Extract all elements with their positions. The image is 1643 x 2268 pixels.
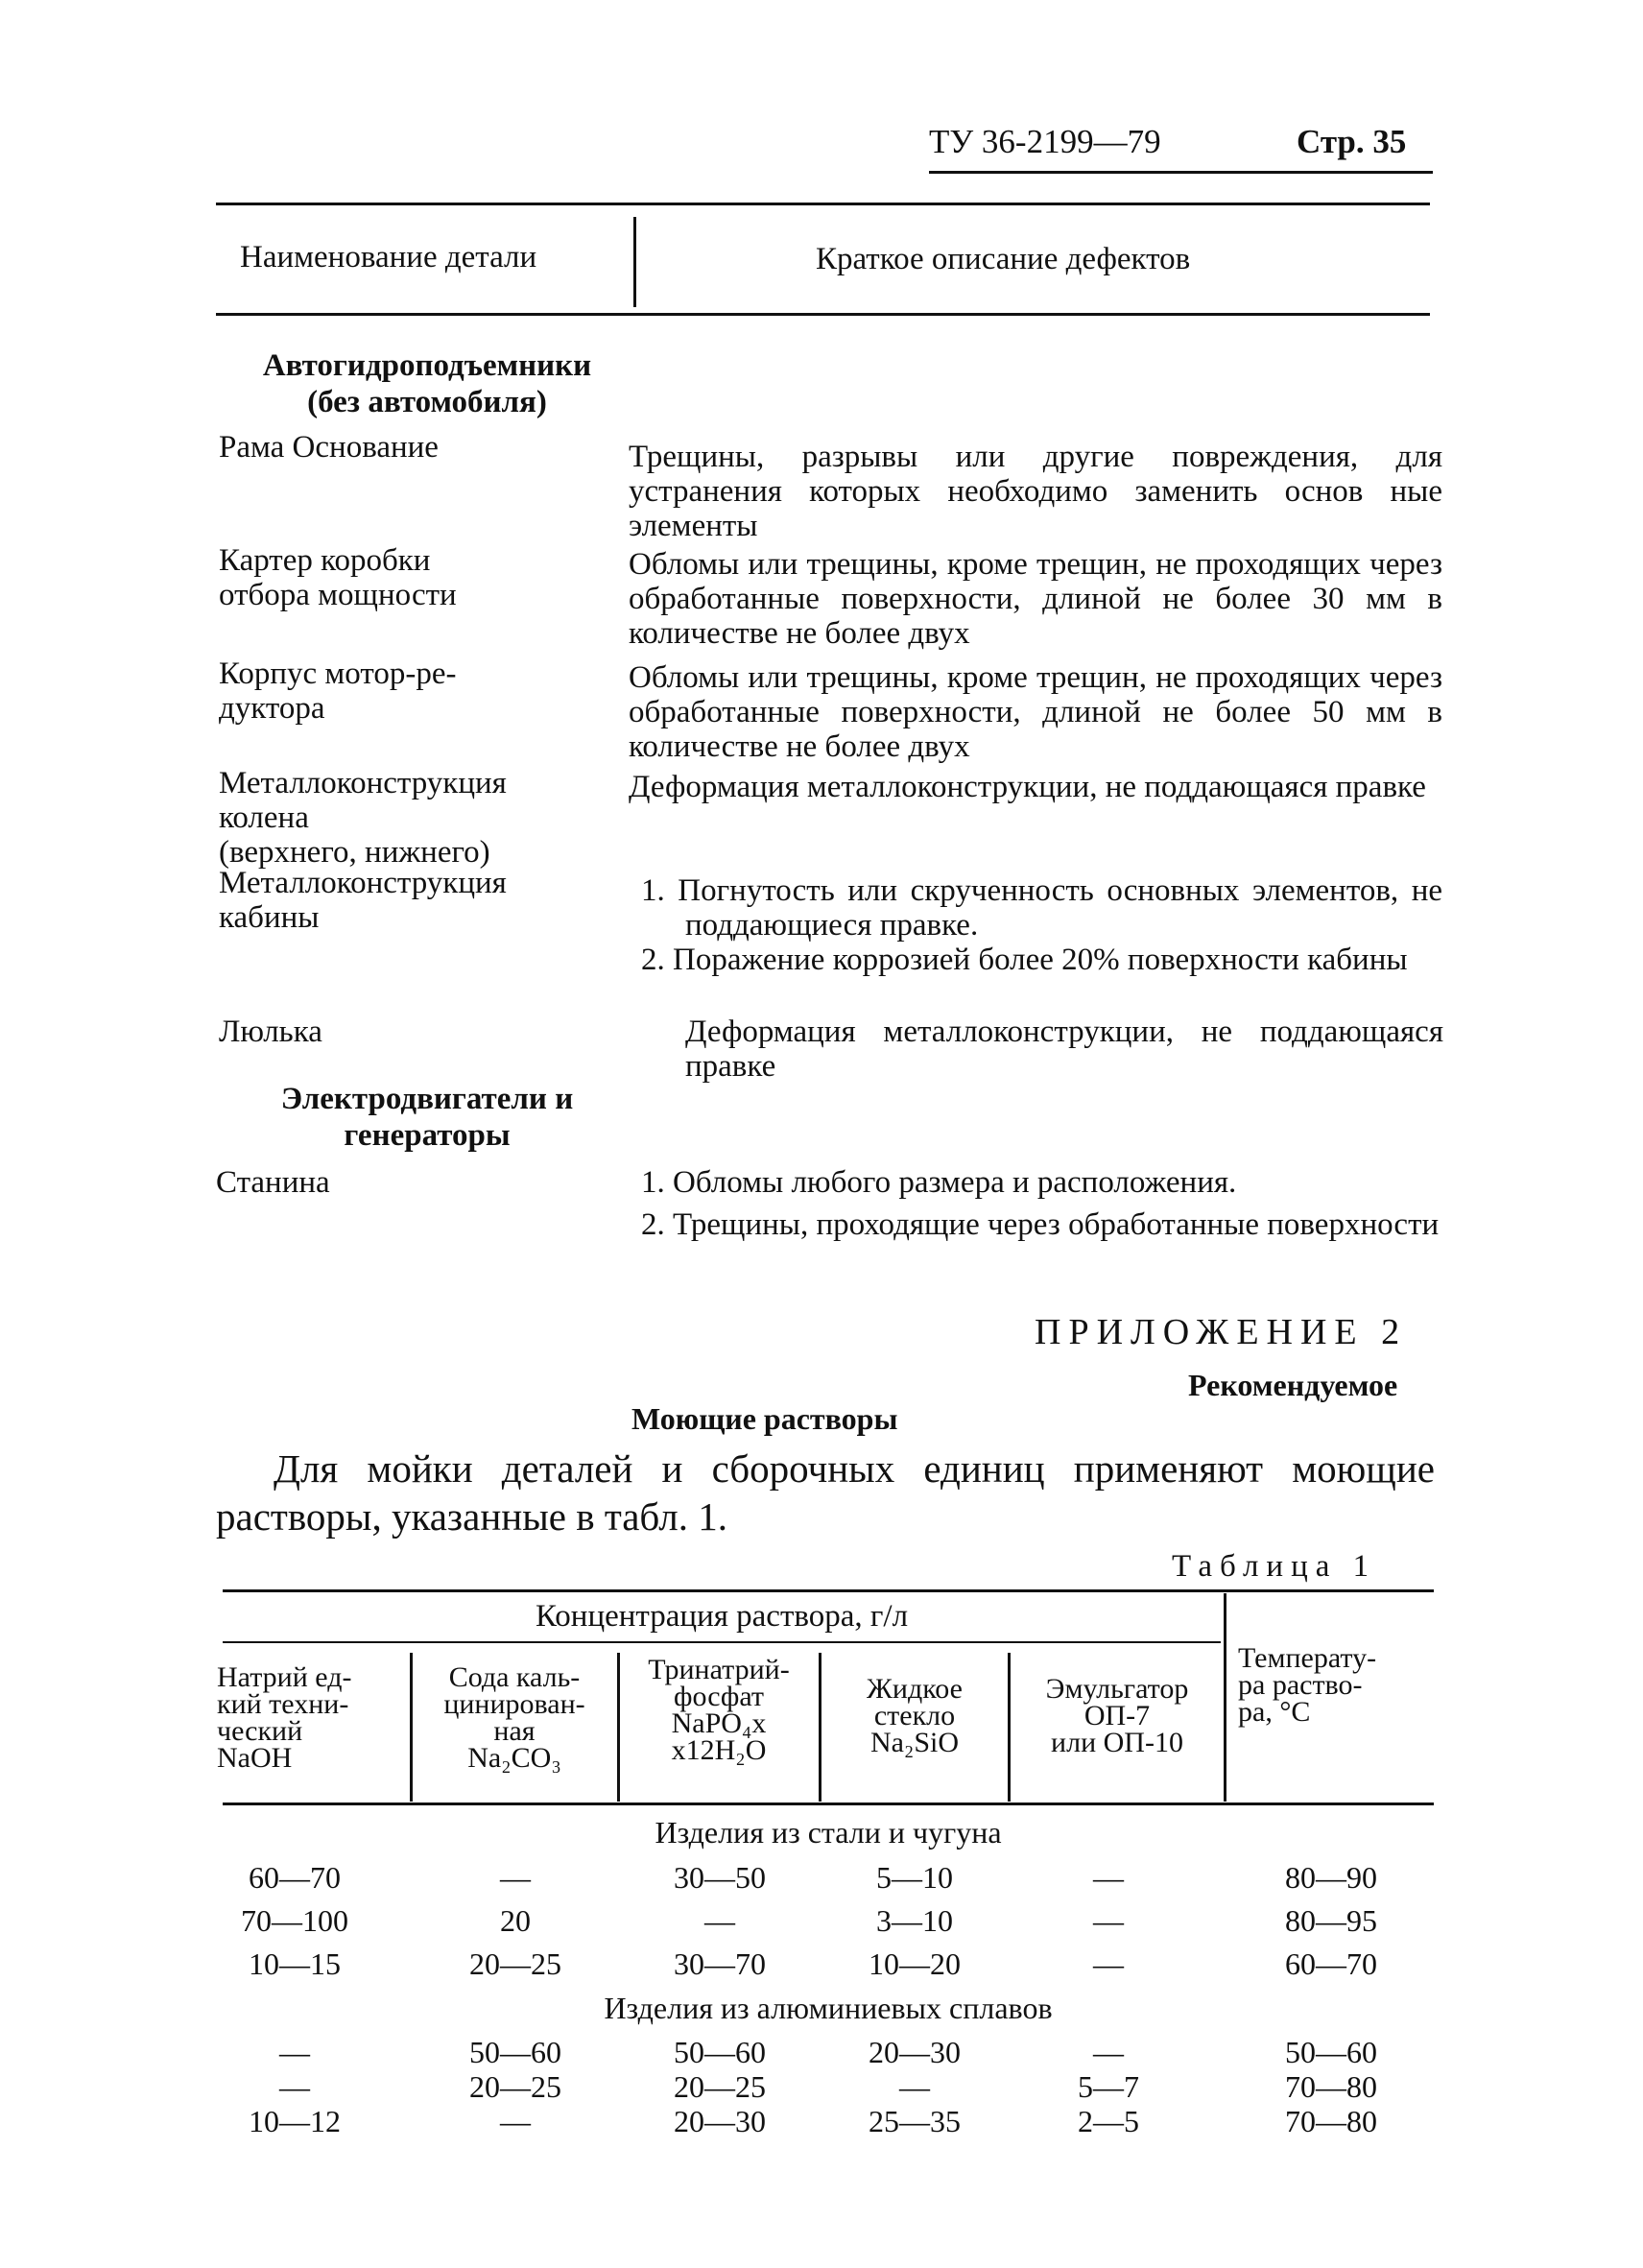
part-name: Станина: [216, 1165, 330, 1200]
table-cell: 70—80: [1285, 2104, 1377, 2138]
column-header-trisodium-phosphate: [622, 1654, 816, 1766]
column-header-defect-description: Краткое описание дефектов: [816, 242, 1191, 276]
page-number: Стр. 35: [1297, 123, 1407, 160]
table-cell: 60—70: [249, 1860, 341, 1895]
defect-description-list: [641, 1165, 1442, 1242]
column-header-line: Натрий ед-: [217, 1661, 352, 1693]
column-header-emulsifier: [1012, 1673, 1222, 1758]
column-header-naoh: [217, 1661, 409, 1774]
part-name-line: (верхнего, нижнего): [219, 835, 490, 870]
column-header-line: Na₂SiO: [869, 1727, 960, 1758]
appendix-intro-paragraph: Для мойки деталей и сборочных единиц применяют моющие растворы, указанные в табл. 1.: [216, 1446, 1435, 1539]
table-cell: —: [279, 2035, 310, 2069]
table-cell: —: [500, 1860, 531, 1895]
column-header-soda-ash: [415, 1661, 614, 1774]
table-cell: 80—95: [1285, 1903, 1377, 1938]
table-cell: 10—15: [249, 1946, 341, 1981]
table-cell: —: [899, 2069, 930, 2104]
defect-list-item: 1. Погнутость или скрученность основных элементов, не поддающиеся правке.: [641, 873, 1442, 943]
table-cell: 50—60: [674, 2035, 766, 2069]
table-cell: —: [1093, 1903, 1124, 1938]
table-cell: 2—5: [1078, 2104, 1139, 2138]
table-cell: 30—50: [674, 1860, 766, 1895]
table-section-title: Изделия из алюминиевых сплавов: [604, 1991, 1053, 2025]
header-underline: [929, 171, 1433, 174]
part-name-line: Металлоконструкция: [219, 766, 507, 800]
part-name-line: отбора мощности: [219, 578, 457, 612]
defect-description: Обломы или трещины, кроме трещин, не проходящих через обработанные поверхности, длиной не более 30 мм в количестве не более двух: [629, 547, 1442, 651]
table1-top-rule: [223, 1589, 1434, 1592]
table-cell: 20—25: [674, 2069, 766, 2104]
column-header-line: NaPO₄x: [671, 1707, 767, 1739]
column-header-line: ра, °С: [1238, 1696, 1311, 1728]
table-label: Таблица 1: [1172, 1549, 1377, 1584]
group-title-line: (без автомобиля): [307, 385, 547, 419]
table-cell: 20—30: [869, 2035, 961, 2069]
column-divider: [410, 1653, 413, 1802]
part-name: Люлька: [219, 1015, 322, 1049]
column-header-line: ра раство-: [1238, 1669, 1363, 1701]
table-cell: 70—100: [241, 1903, 348, 1938]
group-title-motors: [216, 1081, 638, 1154]
column-header-line: ная: [493, 1715, 536, 1747]
temperature-column-divider: [1224, 1593, 1226, 1802]
table-cell: —: [279, 2069, 310, 2104]
column-header-line: стекло: [873, 1700, 956, 1731]
column-header-line: Тринатрий-: [648, 1654, 790, 1685]
table-cell: 50—60: [469, 2035, 561, 2069]
defect-description: Деформация металлоконструкции, не поддающаяся правке: [685, 1015, 1443, 1084]
column-header-line: фосфат: [674, 1681, 764, 1712]
table-cell: 50—60: [1285, 2035, 1377, 2069]
concentration-group-header: Концентрация раствора, г/л: [535, 1599, 909, 1634]
part-name-line: колена: [219, 800, 309, 835]
column-header-temperature: [1238, 1642, 1430, 1728]
column-header-line: Сода каль-: [448, 1661, 581, 1693]
table-cell: 80—90: [1285, 1860, 1377, 1895]
part-name: [219, 543, 457, 612]
table-cell: 5—7: [1078, 2069, 1139, 2104]
column-header-line: или ОП-10: [1051, 1727, 1183, 1758]
group-title-line: генераторы: [344, 1118, 511, 1153]
table-cell: —: [500, 2104, 531, 2138]
column-header-line: цинирован-: [443, 1688, 585, 1720]
part-name-line: Картер коробки: [219, 543, 431, 578]
column-header-part-name: Наименование детали: [240, 240, 537, 275]
group-title-line: Автогидроподъемники: [262, 348, 592, 383]
column-header-line: Na₂CO₃: [467, 1742, 561, 1774]
column-header-line: кий техни-: [217, 1688, 349, 1720]
table-cell: 30—70: [674, 1946, 766, 1981]
table-cell: 60—70: [1285, 1946, 1377, 1981]
table-cell: 25—35: [869, 2104, 961, 2138]
defects-table-header-divider: [633, 217, 636, 307]
appendix-label: ПРИЛОЖЕНИЕ 2: [1035, 1312, 1408, 1352]
defects-table-header-rule: [216, 313, 1430, 316]
column-divider: [819, 1653, 822, 1802]
group-title-line: Электродвигатели и: [280, 1082, 574, 1116]
part-name: [219, 866, 507, 935]
appendix-status: Рекомендуемое: [1188, 1368, 1398, 1402]
defect-list-item: 1. Обломы любого размера и расположения.: [641, 1165, 1237, 1200]
part-name-line: Корпус мотор-ре-: [219, 657, 457, 691]
group-header-rule: [223, 1641, 1221, 1643]
defect-description: Деформация металлоконструкции, не поддающаяся правке: [629, 770, 1426, 804]
column-header-line: ческий: [217, 1715, 303, 1747]
column-header-line: Жидкое: [867, 1673, 963, 1705]
part-name: [219, 657, 456, 726]
table-cell: 70—80: [1285, 2069, 1377, 2104]
column-header-line: x12H₂O: [671, 1734, 767, 1766]
defect-description: Обломы или трещины, кроме трещин, не проходящих через обработанные поверхности, длиной не более 50 мм в количестве не более двух: [629, 660, 1442, 764]
defects-table-top-rule: [216, 203, 1430, 205]
part-name-line: Металлоконструкция: [219, 866, 507, 900]
table-cell: 20—30: [674, 2104, 766, 2138]
column-header-liquid-glass: [823, 1673, 1006, 1758]
table-section-title: Изделия из стали и чугуна: [655, 1815, 1002, 1850]
table-cell: —: [1093, 1860, 1124, 1895]
column-divider: [1008, 1653, 1011, 1802]
table-cell: 20: [500, 1903, 531, 1938]
table-cell: —: [704, 1903, 735, 1938]
table-cell: —: [1093, 2035, 1124, 2069]
part-name: Рама Основание: [219, 430, 439, 465]
column-header-line: NaOH: [217, 1742, 293, 1774]
table1-header-rule: [223, 1802, 1434, 1805]
table-cell: 5—10: [876, 1860, 953, 1895]
table-cell: 20—25: [469, 2069, 561, 2104]
table-cell: 10—20: [869, 1946, 961, 1981]
part-name: [219, 766, 507, 870]
document-code: ТУ 36-2199—79: [929, 123, 1161, 160]
defect-description: Трещины, разрывы или другие повреждения, для устранения которых необходимо заменить основ ные элементы: [629, 440, 1442, 543]
part-name-line: дуктора: [219, 691, 325, 726]
table-cell: —: [1093, 1946, 1124, 1981]
group-title-lifts: [216, 347, 638, 420]
table-cell: 20—25: [469, 1946, 561, 1981]
defect-description-list: [641, 873, 1442, 977]
column-header-line: Эмульгатор: [1045, 1673, 1189, 1705]
part-name-line: кабины: [219, 900, 320, 935]
appendix-title: Моющие растворы: [631, 1401, 898, 1436]
column-header-line: Температу-: [1238, 1642, 1377, 1674]
table-cell: 3—10: [876, 1903, 953, 1938]
table-cell: 10—12: [249, 2104, 341, 2138]
column-header-line: ОП-7: [1083, 1700, 1151, 1731]
defect-list-item: 2. Поражение коррозией более 20% поверхности кабины: [641, 943, 1408, 977]
defect-list-item: 2. Трещины, проходящие через обработанные поверхности: [641, 1207, 1440, 1242]
column-divider: [617, 1653, 620, 1802]
